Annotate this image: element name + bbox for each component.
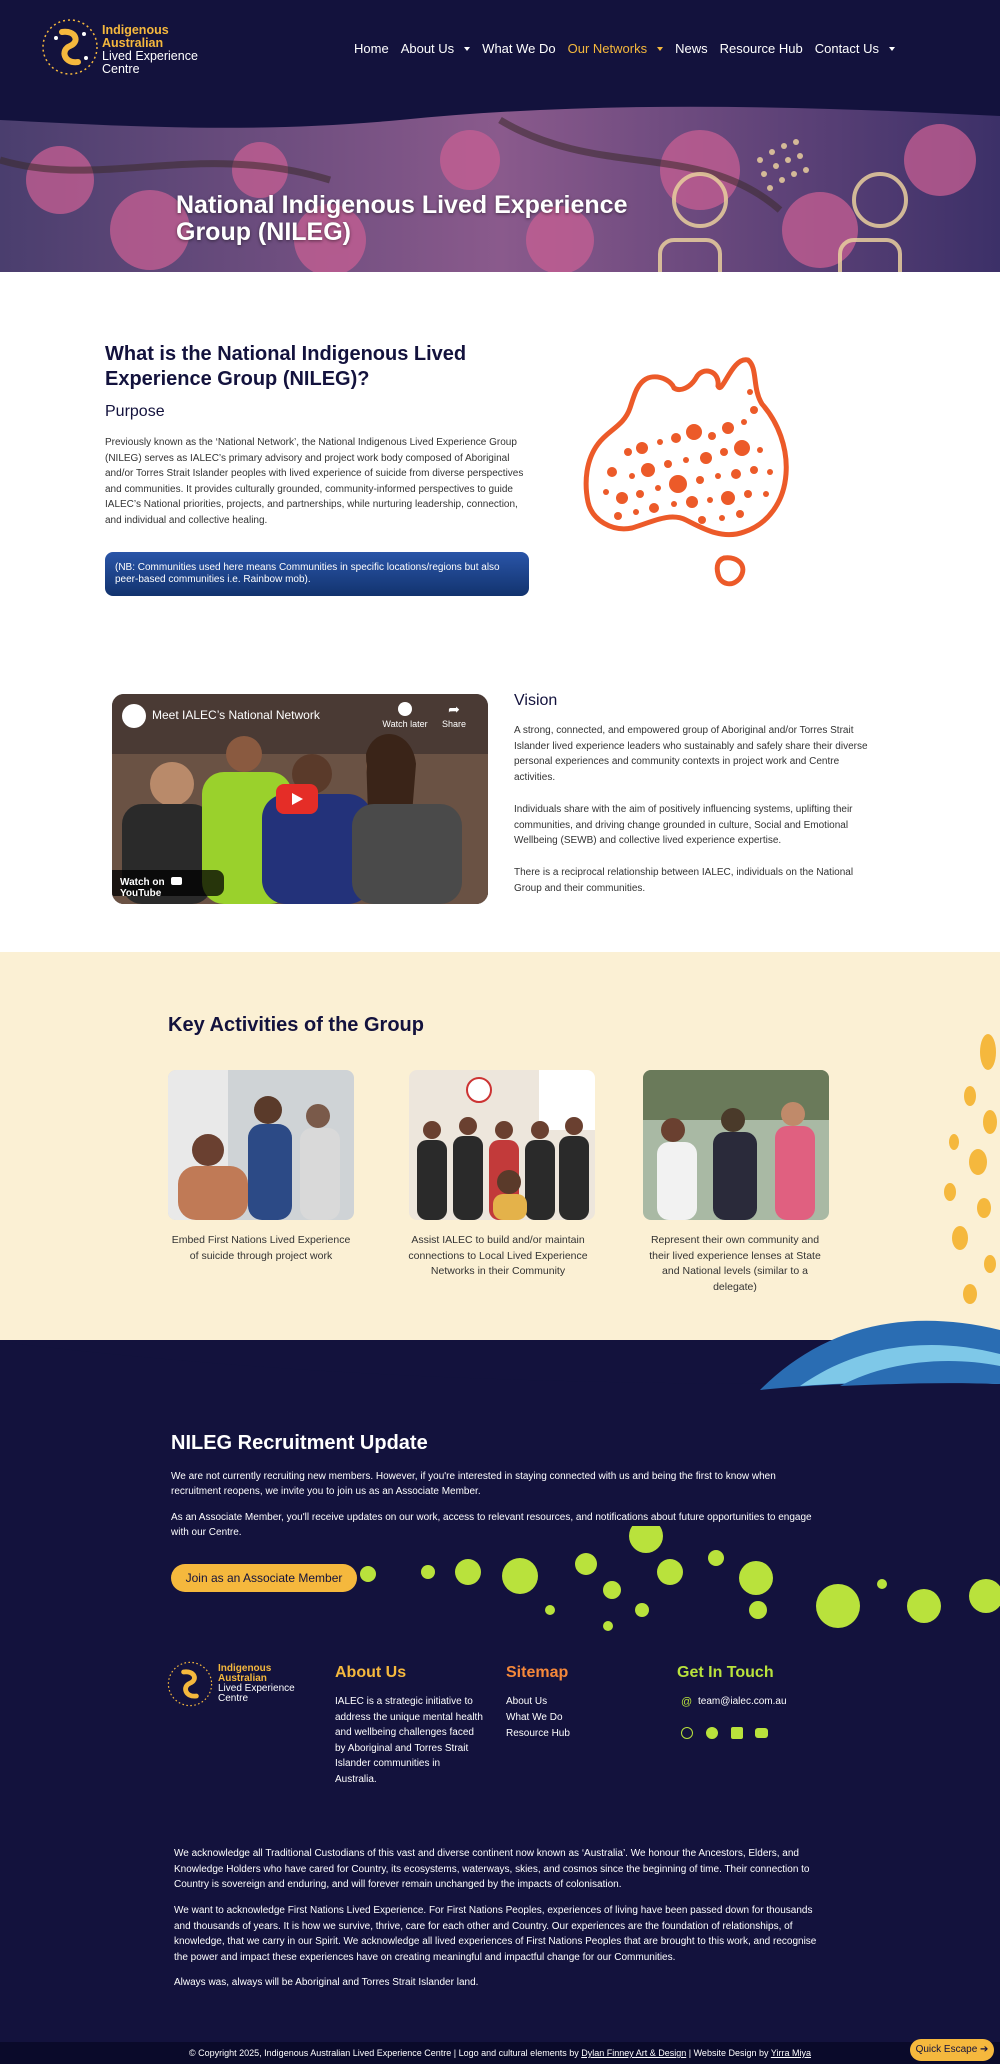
nav-home[interactable]	[348, 38, 395, 59]
purpose-heading: Purpose	[105, 403, 165, 420]
chevron-down-icon	[464, 47, 470, 51]
join-associate-member-button[interactable]: Join as an Associate Member	[171, 1564, 357, 1592]
footer-sitemap-heading: Sitemap	[506, 1664, 569, 1681]
quick-escape-button[interactable]	[910, 2039, 994, 2061]
activity-photo-2	[409, 1070, 595, 1220]
activity-caption-3: Represent their own community and their lived experience lenses at State and National levels (similar to a delegate)	[649, 1234, 821, 1293]
recruitment-paragraph-2: As an Associate Member, you'll receive updates on our work, access to relevant resources, and notifications about future opportunities to engage with our Centre.	[171, 1512, 812, 1538]
sitemap-link-what-we-do[interactable]: What We Do	[506, 1712, 563, 1723]
decorative-lime-dots	[350, 1526, 1000, 1632]
footer-logo-text-3: Lived Experience	[218, 1683, 295, 1694]
main-nav	[348, 38, 901, 59]
nav-contact-us[interactable]	[809, 38, 901, 59]
nav-news[interactable]	[669, 38, 714, 59]
activity-photo-3	[643, 1070, 829, 1220]
key-activities-heading: Key Activities of the Group	[168, 1014, 424, 1036]
purpose-text: Previously known as the ‘National Network’, the National Indigenous Lived Experience Group (NILEG) serves as IALEC’s primary advisory and project work body composed of Aboriginal and/or Torres Strait Islander peoples with lived experience of suicide from diverse perspectives and communities. It provides culturally grounded, community-informed perspectives to guide IALEC’s National priorities, projects, and partnerships, while nurturing leadership, connection, and individual and collective healing.	[105, 437, 524, 526]
designer-link[interactable]: Yirra Miya	[770, 2048, 811, 2058]
instagram-icon[interactable]	[681, 1727, 693, 1739]
recruitment-heading: NILEG Recruitment Update	[171, 1432, 428, 1454]
footer-logo-text-1: Indigenous	[218, 1663, 272, 1674]
footer-about-heading: About Us	[335, 1664, 407, 1681]
intro-heading: What is the National Indigenous Lived Experience Group (NILEG)?	[105, 343, 467, 390]
share-button[interactable]	[434, 702, 474, 729]
activity-caption-1: Embed First Nations Lived Experience of suicide through project work	[171, 1234, 351, 1262]
linkedin-icon[interactable]	[731, 1727, 743, 1739]
logo-text-1: Indigenous	[102, 23, 169, 37]
sitemap-link-resource-hub[interactable]: Resource Hub	[506, 1728, 570, 1739]
play-button-icon[interactable]	[276, 784, 318, 814]
share-label: Share	[441, 719, 467, 729]
footer-logo-text-2: Australian	[218, 1673, 267, 1684]
footer-contact-heading: Get In Touch	[677, 1664, 774, 1681]
nav-networks-label: Our Networks	[567, 41, 648, 56]
nav-news-label: News	[675, 41, 708, 56]
hero-background-image	[0, 100, 1000, 272]
recruitment-paragraph-1: We are not currently recruiting new members. However, if you're interested in staying connected with us and being the first to know when recruitment reopens, we invite you to join us as an Associate Member.	[171, 1471, 776, 1497]
nav-resource-label: Resource Hub	[719, 41, 803, 56]
acknowledgement-lived-experience: We want to acknowledge First Nations Lived Experience. For First Nations Peoples, experiences of living have been passed down for thousands and thousands of years. It is how we survive, thrive, care for each other and Country. Our experiences are the foundation of relationships, of knowledge, that we carry in our Spirit. We acknowledge all lived experiences of First Nations Peoples that are brought to this work, and recognise the power and impact these experiences have on creating meaningful and impactful change for our Communities.	[174, 1905, 817, 1963]
chevron-down-icon	[657, 47, 663, 51]
acknowledgement-country: We acknowledge all Traditional Custodians of this vast and diverse continent now known as ‘Australia’. We honour the Ancestors, Elders, and Knowledge Holders who have cared for Country, its ecosystems, waterways, skies, and cosmos since the beginning of time. Their connection to Country is sovereign and enduring, and will forever remain unchanged by the impacts of colonisation.	[174, 1848, 810, 1890]
chevron-down-icon	[889, 47, 895, 51]
artist-link[interactable]: Dylan Finney Art & Design	[581, 2048, 687, 2058]
nav-resource-hub[interactable]	[714, 38, 809, 59]
logo-text-2: Australian	[102, 36, 164, 50]
contact-email-link[interactable]: team@ialec.com.au	[698, 1696, 787, 1707]
acknowledgement-land: Always was, always will be Aboriginal and Torres Strait Islander land.	[174, 1977, 479, 1988]
watch-on-label: Watch on	[120, 877, 165, 888]
sitemap-link-about[interactable]: About Us	[506, 1696, 548, 1707]
facebook-icon[interactable]	[706, 1727, 718, 1739]
decorative-dots-pattern	[930, 1032, 1000, 1322]
youtube-label: YouTube	[120, 888, 162, 899]
nav-about-label: About Us	[400, 41, 455, 56]
australia-map-illustration	[582, 352, 792, 594]
hero-banner	[0, 100, 1000, 272]
nav-our-networks[interactable]	[562, 38, 669, 59]
logo-emblem-icon	[166, 1656, 214, 1712]
nav-home-label: Home	[354, 41, 389, 56]
footer-about-text: IALEC is a strategic initiative to address the unique mental health and wellbeing challenges faced by Aboriginal and Torres Strait Islander communities in Australia.	[335, 1696, 483, 1785]
arrow-right-icon: ➔	[980, 2044, 989, 2055]
copyright-part-a: © Copyright 2025, Indigenous Australian Lived Experience Centre | Logo and cultural elements by	[189, 2048, 582, 2058]
youtube-icon[interactable]	[755, 1728, 768, 1738]
logo-text-3: Lived Experience	[102, 49, 198, 63]
site-logo[interactable]	[40, 14, 210, 84]
nav-what-we-do[interactable]	[476, 38, 561, 59]
vision-heading: Vision	[514, 692, 558, 709]
copyright-text	[0, 2048, 1000, 2058]
activity-caption-2: Assist IALEC to build and/or maintain connections to Local Lived Experience Networks in their Community	[408, 1234, 588, 1277]
page-title: National Indigenous Lived Experience Group (NILEG)	[176, 191, 628, 246]
quick-escape-label: Quick Escape	[915, 2044, 978, 2055]
watch-later-button[interactable]	[380, 702, 430, 729]
clock-icon	[398, 702, 412, 716]
logo-text-4: Centre	[102, 62, 140, 76]
footer-logo-text-4: Centre	[218, 1693, 249, 1704]
watch-on-youtube-button[interactable]	[112, 870, 224, 899]
communities-note: (NB: Communities used here means Communities in specific locations/regions but also peer-based communities i.e. Rainbow mob).	[105, 552, 529, 596]
vision-paragraph-2: Individuals share with the aim of positively influencing systems, uplifting their communities, and driving change grounded in culture, Social and Emotional Wellbeing (SEWB) and collective lived experience expertise.	[514, 804, 853, 846]
email-at-icon: @	[681, 1696, 693, 1708]
share-arrow-icon: ➦	[448, 701, 460, 717]
youtube-logo-icon	[171, 877, 182, 885]
footer-logo[interactable]	[166, 1656, 306, 1714]
logo-emblem-icon	[40, 14, 100, 80]
vision-paragraph-3: There is a reciprocal relationship between IALEC, individuals on the National Group and their communities.	[514, 867, 854, 894]
activity-photo-1	[168, 1070, 354, 1220]
nav-contact-label: Contact Us	[814, 41, 880, 56]
nav-about-us[interactable]	[395, 38, 476, 59]
vision-paragraph-1: A strong, connected, and empowered group of Aboriginal and/or Torres Strait Islander lived experience leaders who sustainably and safely share their diverse personal experiences and community contexts in project work and Centre activities.	[514, 725, 868, 783]
video-title[interactable]: Meet IALEC’s National Network	[152, 708, 320, 722]
channel-avatar[interactable]	[122, 704, 146, 728]
watch-later-label: Watch later	[382, 719, 428, 729]
copyright-part-b: | Website Design by	[686, 2048, 771, 2058]
section-wave-divider	[0, 1300, 1000, 1400]
youtube-video-embed[interactable]	[112, 694, 488, 904]
nav-what-label: What We Do	[482, 41, 556, 56]
